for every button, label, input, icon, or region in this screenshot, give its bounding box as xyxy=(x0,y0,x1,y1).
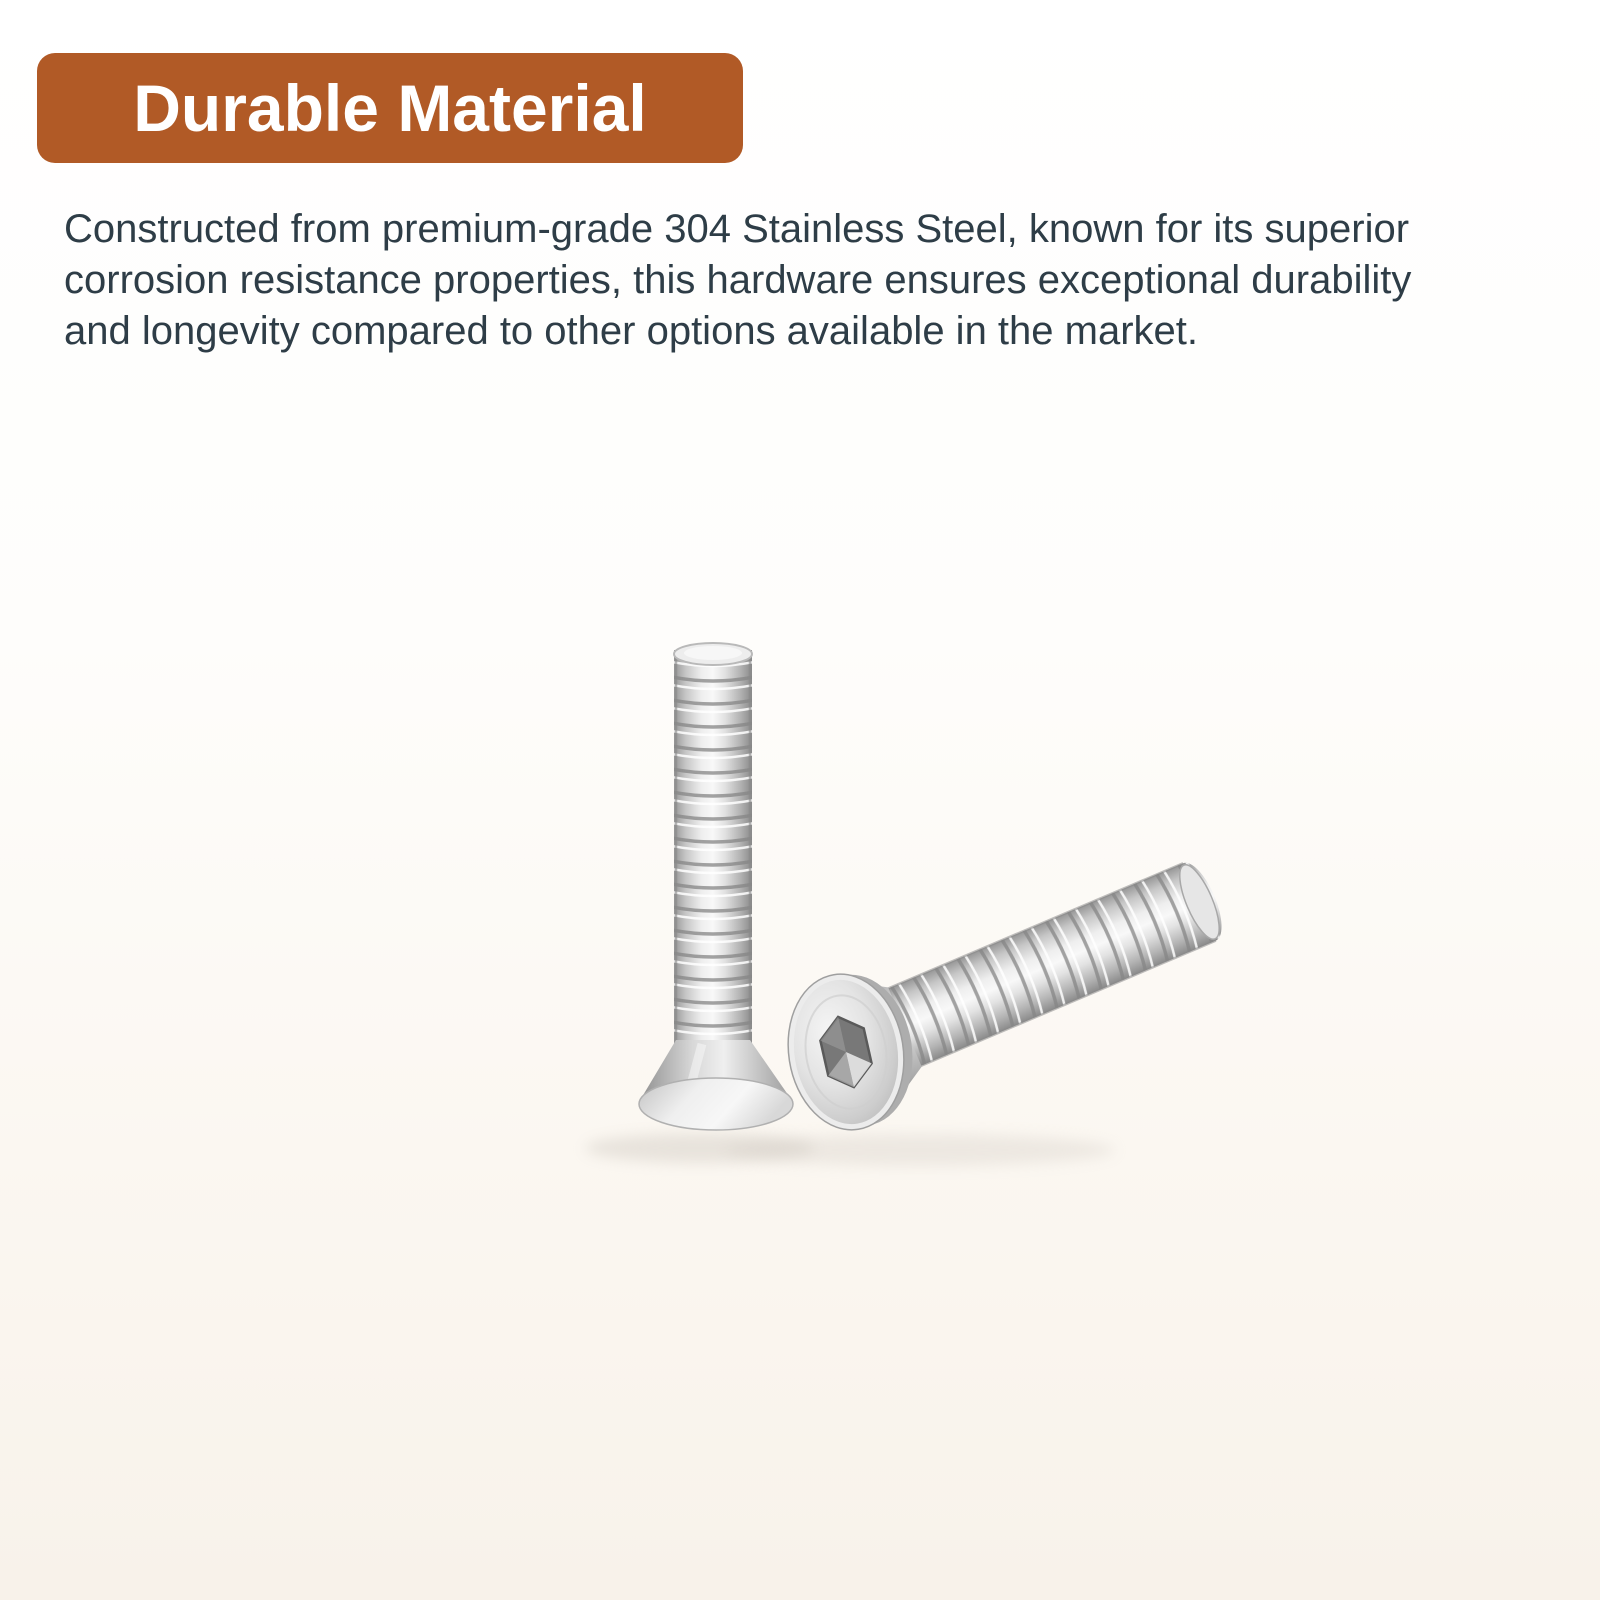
description-line: and longevity compared to other options available in the market. xyxy=(64,309,1199,353)
screw-shadow xyxy=(585,1133,1115,1166)
section-title: Durable Material xyxy=(133,71,647,145)
standing-screw-threads xyxy=(674,660,752,1043)
description-line: corrosion resistance properties, this hardware ensures exceptional durability xyxy=(64,258,1412,302)
standing-screw-head-base xyxy=(639,1078,793,1130)
standing-screw xyxy=(639,643,793,1130)
description-line: Constructed from premium-grade 304 Stainless Steel, known for its superior xyxy=(64,207,1410,251)
lying-screw-threads xyxy=(885,857,1231,1067)
lying-screw xyxy=(777,829,1242,1138)
